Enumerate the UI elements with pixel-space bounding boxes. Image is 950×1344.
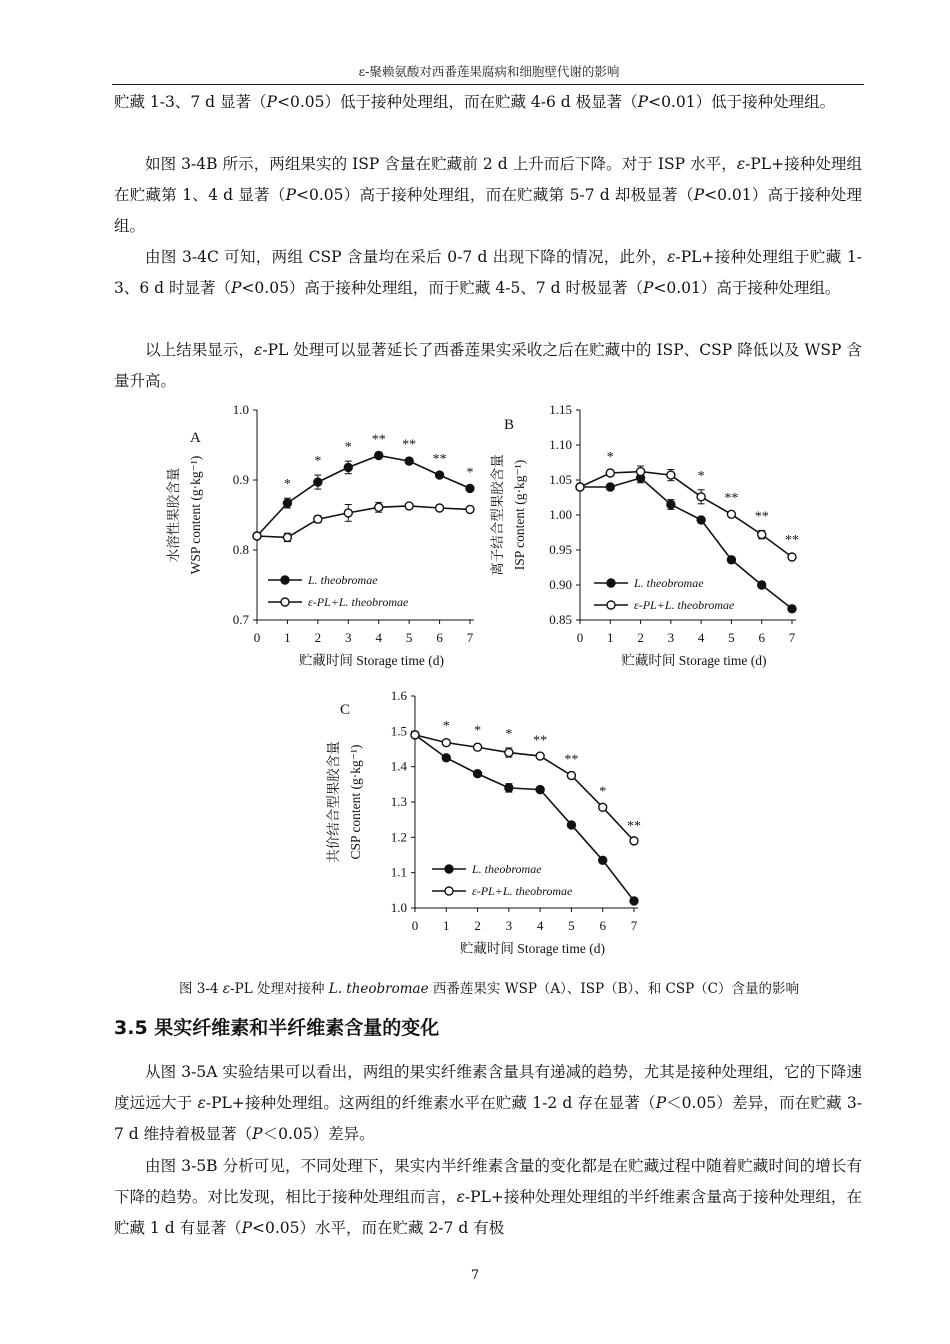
legend-marker — [445, 865, 453, 873]
data-point-open — [442, 739, 450, 747]
data-point-filled — [505, 784, 513, 792]
data-point-filled — [466, 484, 474, 492]
x-tick-label: 1 — [443, 918, 450, 933]
significance-mark: * — [505, 726, 513, 742]
y-tick-label: 1.15 — [549, 402, 572, 417]
header-rule — [112, 84, 864, 85]
x-tick-label: 7 — [630, 918, 638, 933]
data-point-filled — [474, 770, 482, 778]
significance-mark: ** — [564, 752, 579, 768]
y-tick-label: 1.6 — [390, 688, 407, 703]
x-tick-label: 3 — [505, 918, 513, 933]
data-point-filled — [606, 483, 614, 491]
data-point-open — [411, 731, 419, 739]
significance-mark: * — [474, 723, 482, 739]
y-axis-label-en: CSP content (g·kg⁻¹) — [348, 744, 363, 860]
panel-label: A — [190, 430, 201, 446]
legend-marker — [607, 579, 615, 587]
significance-mark: ** — [785, 533, 799, 549]
y-axis-label-en: WSP content (g·kg⁻¹) — [188, 455, 203, 575]
data-point-filled — [314, 478, 322, 486]
y-tick-label: 1.4 — [390, 758, 407, 774]
data-point-filled — [697, 516, 705, 524]
y-axis-label-cn: 离子结合型果胶含量 — [490, 454, 505, 576]
legend-marker — [281, 576, 289, 584]
y-tick-label: 0.9 — [232, 472, 249, 487]
data-point-open — [576, 483, 584, 491]
x-tick-label: 6 — [758, 630, 765, 645]
x-tick-label: 4 — [697, 630, 705, 645]
x-tick-label: 0 — [253, 630, 261, 645]
data-point-open — [375, 503, 383, 511]
x-tick-label: 5 — [568, 918, 575, 933]
data-point-open — [283, 533, 291, 541]
x-tick-label: 5 — [405, 630, 413, 645]
y-tick-label: 1.05 — [549, 472, 572, 487]
chart-b-isp — [488, 398, 808, 680]
y-tick-label: 1.5 — [390, 723, 407, 739]
data-point-open — [758, 531, 766, 539]
data-point-filled — [788, 605, 796, 613]
x-tick-label: 0 — [411, 918, 419, 933]
data-point-open — [466, 505, 474, 513]
significance-mark: * — [283, 477, 291, 493]
paragraph-hemicellulose: 由图 3-5B 分析可见，不同处理下，果实内半纤维素含量的变化都是在贮藏过程中随着贮藏时间的增长有下降的趋势。对比发现，相比于接种处理组而言，ε-PL+接种处理处理组的半纤维素含量高于接种处理组，在贮藏 1 d 有显著（P<0.05）水平，而在贮藏 2-7 d 有极 — [114, 1157, 862, 1237]
x-tick-label: 2 — [637, 630, 644, 645]
legend-label: L. theobromae — [472, 862, 542, 876]
y-tick-label: 0.95 — [549, 542, 572, 557]
y-tick-label: 0.85 — [549, 612, 572, 627]
x-tick-label: 3 — [667, 630, 675, 645]
paragraph-cellulose: 从图 3-5A 实验结果可以看出，两组的果实纤维素含量具有递减的趋势，尤其是接种处理组，它的下降速度远远大于 ε-PL+接种处理组。这两组的纤维素水平在贮藏 1-2 d 存在显著（P＜0.05）差异，而在贮藏 3-7 d 维持着极显著（P＜0.05）差异。 — [114, 1063, 862, 1143]
x-tick-label: 0 — [576, 630, 584, 645]
legend-label: ε-PL+L. theobromae — [472, 884, 573, 898]
y-axis-label-cn: 水溶性果胶含量 — [166, 467, 181, 563]
data-point-filled — [436, 471, 444, 479]
legend-marker — [445, 887, 453, 895]
data-point-filled — [536, 786, 544, 794]
data-point-open — [536, 752, 544, 760]
data-point-filled — [405, 457, 413, 465]
data-point-open — [405, 502, 413, 510]
running-header: ε-聚赖氨酸对西番莲果腐病和细胞壁代谢的影响 — [358, 64, 620, 79]
data-point-open — [253, 532, 261, 540]
y-tick-label: 1.10 — [549, 437, 572, 452]
x-tick-label: 6 — [599, 918, 606, 933]
data-point-open — [727, 510, 735, 518]
data-point-open — [630, 837, 638, 845]
data-point-open — [697, 493, 705, 501]
x-tick-label: 4 — [536, 918, 544, 933]
data-point-filled — [283, 499, 291, 507]
x-axis-label: 贮藏时间 Storage time (d) — [621, 653, 767, 668]
series-line — [257, 456, 470, 537]
y-tick-label: 1.0 — [390, 900, 407, 915]
significance-mark: ** — [371, 432, 386, 448]
x-axis-label: 贮藏时间 Storage time (d) — [459, 941, 606, 956]
page-number: 7 — [470, 1268, 480, 1283]
legend-label: L. theobromae — [634, 576, 704, 590]
paragraph-summary: 以上结果显示，ε-PL 处理可以显著延长了西番莲果实采收之后在贮藏中的 ISP、CSP 降低以及 WSP 含量升高。 — [114, 341, 862, 390]
data-point-open — [505, 749, 513, 757]
significance-mark: ** — [432, 452, 447, 467]
data-point-open — [667, 471, 675, 479]
data-point-filled — [567, 821, 575, 829]
section-heading: 3.5 果实纤维素和半纤维素含量的变化 — [114, 1017, 440, 1039]
paragraph-csp: 由图 3-4C 可知，两组 CSP 含量均在采后 0-7 d 出现下降的情况，此外，ε-PL+接种处理组于贮藏 1-3、6 d 时显著（P<0.05）高于接种处理组，而于贮藏 4-5、7 d 时极显著（P<0.01）高于接种处理组。 — [114, 248, 862, 297]
legend-marker — [607, 601, 615, 609]
paragraph-isp: 如图 3-4B 所示，两组果实的 ISP 含量在贮藏前 2 d 上升而后下降。对于 ISP 水平，ε-PL+接种处理组在贮藏第 1、4 d 显著（P<0.05）高于接种处理组，而在贮藏第 5-7 d 却极显著（P<0.01）高于接种处理组。 — [114, 155, 862, 235]
x-tick-label: 7 — [466, 630, 474, 645]
y-tick-label: 1.2 — [390, 829, 407, 845]
legend-label: L. theobromae — [308, 573, 378, 587]
data-point-open — [599, 803, 607, 811]
data-point-open — [314, 515, 322, 523]
data-point-open — [474, 743, 482, 751]
x-tick-label: 1 — [284, 630, 291, 645]
significance-mark: * — [344, 440, 352, 456]
x-tick-label: 4 — [375, 630, 382, 645]
significance-mark: ** — [533, 733, 548, 749]
y-axis-label-en: ISP content (g·kg⁻¹) — [512, 459, 527, 571]
y-tick-label: 0.7 — [232, 612, 249, 627]
y-axis-label-cn: 共价结合型果胶含量 — [326, 741, 341, 863]
y-tick-label: 0.90 — [549, 577, 572, 592]
data-point-open — [788, 553, 796, 561]
y-tick-label: 1.3 — [390, 794, 407, 809]
data-point-filled — [630, 897, 638, 905]
panel-label: C — [340, 702, 351, 718]
significance-mark: ** — [627, 818, 641, 834]
significance-mark: ** — [724, 491, 739, 507]
significance-mark: * — [599, 784, 607, 800]
significance-mark: ** — [754, 509, 769, 525]
chart-a-wsp — [160, 398, 490, 680]
x-tick-label: 6 — [436, 630, 443, 645]
data-point-filled — [344, 463, 352, 471]
figure-caption: 图 3-4 ε-PL 处理对接种 L. theobromae 西番莲果实 WSP（A）、ISP（B）、和 CSP（C）含量的影响 — [178, 981, 800, 997]
data-point-filled — [758, 581, 766, 589]
data-point-filled — [599, 856, 607, 864]
y-tick-label: 0.8 — [232, 542, 249, 557]
significance-mark: * — [697, 468, 705, 484]
x-tick-label: 3 — [345, 630, 352, 645]
x-tick-label: 5 — [728, 630, 735, 645]
data-point-filled — [667, 501, 675, 509]
significance-mark: * — [606, 449, 614, 465]
data-point-open — [567, 772, 575, 780]
data-point-filled — [727, 556, 735, 564]
significance-mark: * — [442, 718, 450, 734]
paragraph-continuation: 贮藏 1-3、7 d 显著（P<0.05）低于接种处理组，而在贮藏 4-6 d 极显著（P<0.01）低于接种处理组。 — [114, 93, 836, 111]
significance-mark: * — [466, 465, 474, 481]
panel-label: B — [504, 417, 515, 433]
legend-label: ε-PL+L. theobromae — [634, 598, 735, 612]
x-tick-label: 1 — [607, 630, 614, 645]
x-tick-label: 7 — [788, 630, 796, 645]
data-point-filled — [442, 754, 450, 762]
significance-mark: * — [314, 454, 322, 470]
data-point-open — [436, 504, 444, 512]
y-tick-label: 1.1 — [390, 864, 407, 880]
x-tick-label: 2 — [314, 630, 322, 645]
x-tick-label: 2 — [474, 918, 481, 933]
data-point-open — [344, 509, 352, 517]
y-tick-label: 1.00 — [549, 507, 572, 522]
data-point-open — [606, 469, 614, 477]
legend-marker — [281, 598, 289, 606]
y-tick-label: 1.0 — [232, 402, 249, 417]
legend-label: ε-PL+L. theobromae — [308, 595, 409, 609]
x-axis-label: 贮藏时间 Storage time (d) — [298, 653, 445, 668]
data-point-filled — [375, 452, 383, 460]
chart-c-csp — [320, 684, 660, 968]
significance-mark: ** — [402, 437, 417, 453]
data-point-open — [637, 468, 645, 476]
